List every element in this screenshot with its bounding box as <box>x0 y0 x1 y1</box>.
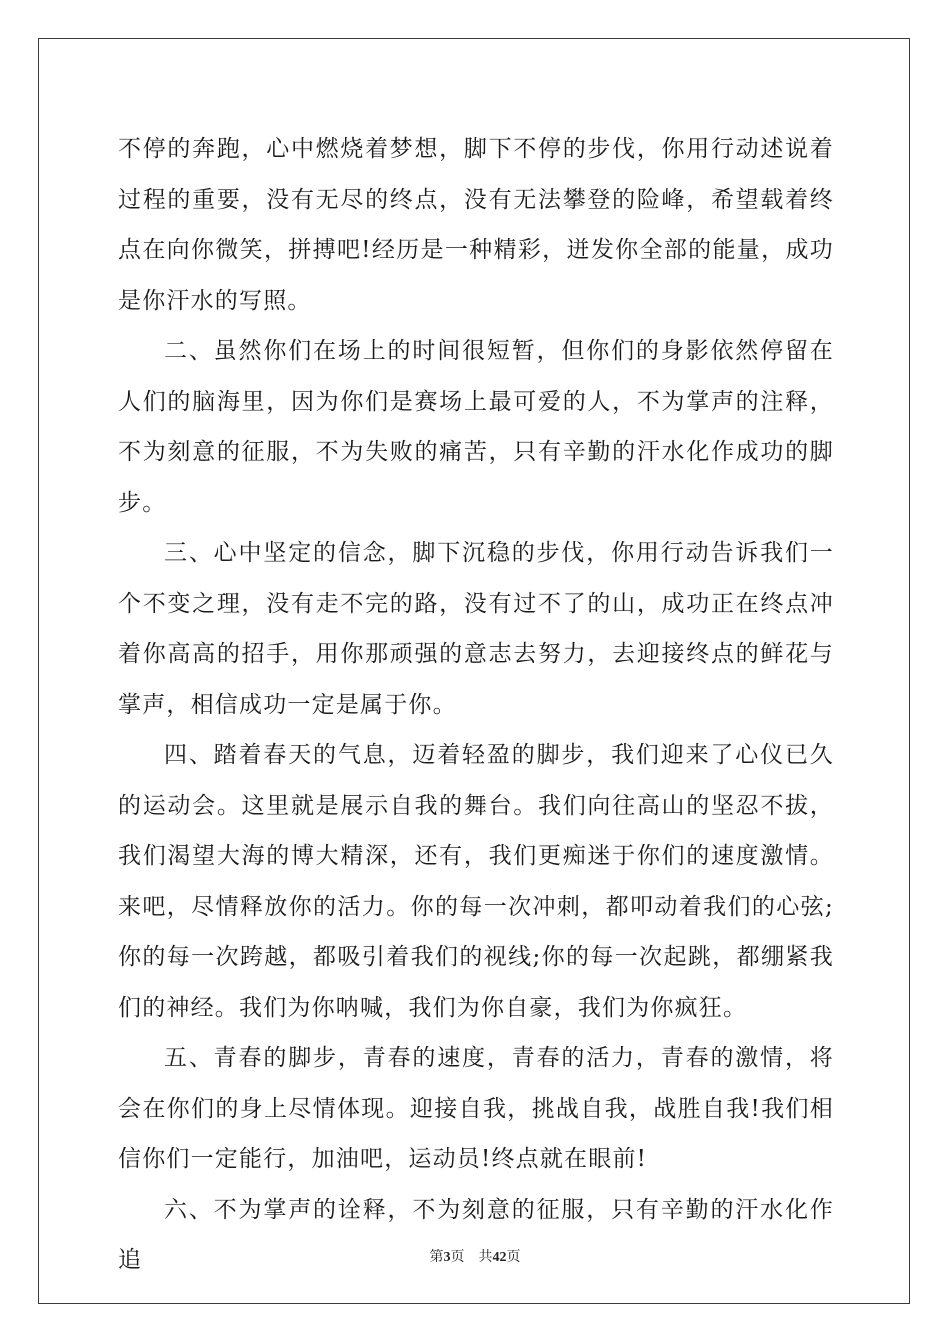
page-suffix: 页 <box>450 1249 465 1265</box>
paragraph-1: 不停的奔跑，心中燃烧着梦想，脚下不停的步伐，你用行动述说着过程的重要，没有无尽的终点，没有无法攀登的险峰，希望载着终点在向你微笑，拼搏吧!经历是一种精彩，迸发你全部的能量，成功是你汗水的写照。 <box>118 136 834 314</box>
paragraph-2: 二、虽然你们在场上的时间很短暂，但你们的身影依然停留在人们的脑海里，因为你们是赛场上最可爱的人，不为掌声的注释，不为刻意的征服，不为失败的痛苦，只有辛勤的汗水化作成功的脚步。 <box>118 338 834 516</box>
paragraph-6: 六、不为掌声的诠释，不为刻意的征服，只有辛勤的汗水化作追 <box>118 1196 834 1273</box>
total-prefix: 共 <box>478 1249 493 1265</box>
page-number: 3 <box>443 1250 451 1265</box>
document-body <box>118 124 834 1286</box>
page-prefix: 第 <box>429 1249 444 1265</box>
page-footer <box>0 1246 950 1266</box>
paragraph-4: 四、踏着春天的气息，迈着轻盈的脚步，我们迎来了心仪已久的运动会。这里就是展示自我的舞台。我们向往高山的坚忍不拔，我们渴望大海的博大精深，还有，我们更痴迷于你们的速度激情。来吧，尽情释放你的活力。你的每一次冲刺，都叩动着我们的心弦;你的每一次跨越，都吸引着我们的视线;你的每一次起跳，都绷紧我们的神经。我们为你呐喊，我们为你自豪，我们为你疯狂。 <box>118 742 834 1021</box>
total-suffix: 页 <box>506 1249 521 1265</box>
total-pages: 42 <box>492 1250 507 1265</box>
paragraph-3: 三、心中坚定的信念，脚下沉稳的步伐，你用行动告诉我们一个不变之理，没有走不完的路，没有过不了的山，成功正在终点冲着你高高的招手，用你那顽强的意志去努力，去迎接终点的鲜花与掌声，相信成功一定是属于你。 <box>118 540 834 718</box>
paragraph-5: 五、青春的脚步，青春的速度，青春的活力，青春的激情，将会在你们的身上尽情体现。迎接自我，挑战自我，战胜自我!我们相信你们一定能行，加油吧，运动员!终点就在眼前! <box>118 1045 834 1172</box>
